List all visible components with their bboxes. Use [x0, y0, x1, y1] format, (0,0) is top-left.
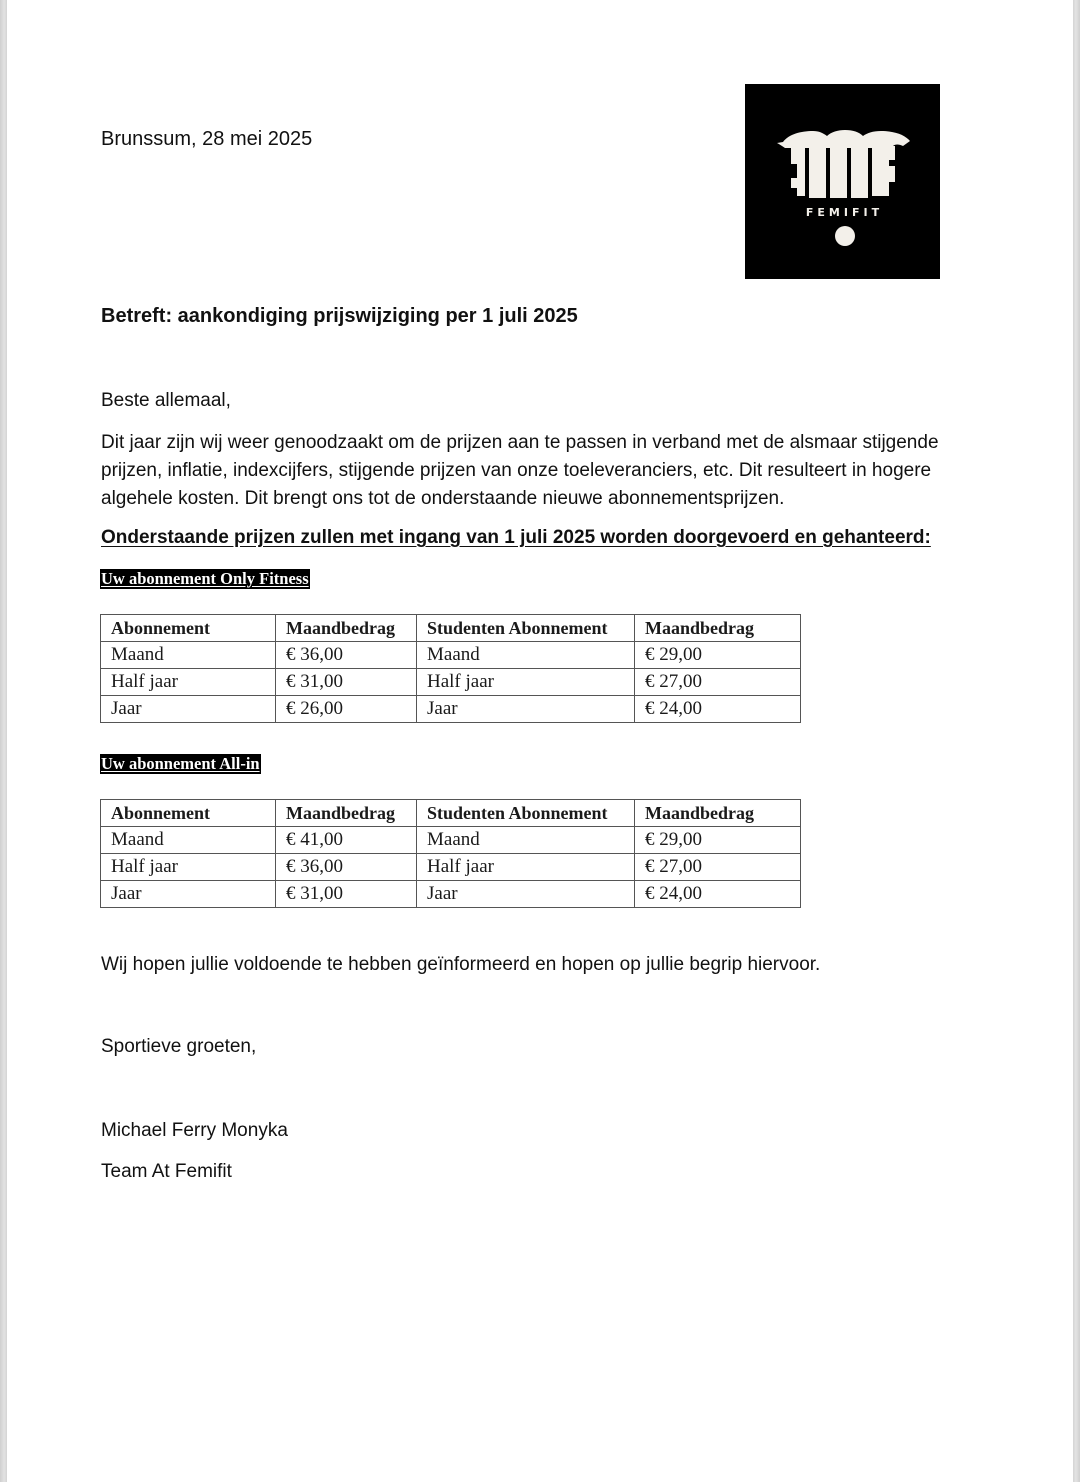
table-cell: € 27,00: [635, 669, 801, 696]
table-cell: € 36,00: [276, 854, 417, 881]
table-cell: Maand: [101, 827, 276, 854]
logo-brand-text: FEMIFIT: [805, 206, 884, 219]
table-cell: Jaar: [101, 881, 276, 908]
table-header-row: [101, 615, 801, 642]
table-cell: Half jaar: [417, 854, 635, 881]
effective-date-notice: Onderstaande prijzen zullen met ingang van 1 juli 2025 worden doorgevoerd en gehanteerd:: [101, 527, 931, 548]
table-cell: € 29,00: [635, 827, 801, 854]
table-header-row: [101, 800, 801, 827]
table-cell: Half jaar: [417, 669, 635, 696]
column-header: Abonnement: [101, 800, 276, 827]
signer-team: Team At Femifit: [101, 1161, 232, 1182]
table-cell: € 29,00: [635, 642, 801, 669]
closing-sentence: Wij hopen jullie voldoende te hebben geïnformeerd en hopen op jullie begrip hiervoor.: [101, 954, 821, 975]
table-row: [101, 696, 801, 723]
table-cell: € 31,00: [276, 881, 417, 908]
table-cell: € 31,00: [276, 669, 417, 696]
table-cell: Maand: [417, 642, 635, 669]
table-cell: Maand: [101, 642, 276, 669]
column-header: Abonnement: [101, 615, 276, 642]
greeting: Beste allemaal,: [101, 390, 231, 411]
table-cell: € 24,00: [635, 696, 801, 723]
place-date: Brunssum, 28 mei 2025: [101, 128, 313, 150]
column-header: Maandbedrag: [276, 800, 417, 827]
femifit-crest-icon: [745, 84, 940, 279]
column-header: Maandbedrag: [635, 615, 801, 642]
table-cell: Maand: [417, 827, 635, 854]
table-row: [101, 642, 801, 669]
price-table-all-in: [100, 799, 801, 908]
femifit-logo: [745, 84, 940, 279]
table-cell: Jaar: [417, 696, 635, 723]
table-cell: Jaar: [417, 881, 635, 908]
regards: Sportieve groeten,: [101, 1036, 257, 1057]
column-header: Studenten Abonnement: [417, 615, 635, 642]
table-cell: Jaar: [101, 696, 276, 723]
table-cell: € 41,00: [276, 827, 417, 854]
signer-name: Michael Ferry Monyka: [101, 1120, 288, 1141]
table-cell: Half jaar: [101, 854, 276, 881]
column-header: Maandbedrag: [635, 800, 801, 827]
table-cell: € 27,00: [635, 854, 801, 881]
intro-paragraph: Dit jaar zijn wij weer genoodzaakt om de prijzen aan te passen in verband met de alsmaar stijgende prijzen, inflatie, indexcijfers, stijgende prijzen van onze toeleveranciers, etc. Dit resulteert in hogere algehele kosten. Dit brengt ons tot de onderstaande nieuwe abonnementsprijzen.: [101, 432, 939, 509]
section-heading-only-fitness: Uw abonnement Only Fitness: [101, 569, 309, 588]
subject-line: Betreft: aankondiging prijswijziging per 1 juli 2025: [101, 305, 578, 327]
column-header: Maandbedrag: [276, 615, 417, 642]
table-row: [101, 669, 801, 696]
price-table-only-fitness: [100, 614, 801, 723]
table-row: [101, 827, 801, 854]
table-cell: Half jaar: [101, 669, 276, 696]
section-heading-all-in: Uw abonnement All-in: [101, 754, 260, 773]
table-row: [101, 854, 801, 881]
table-row: [101, 881, 801, 908]
table-cell: € 36,00: [276, 642, 417, 669]
table-cell: € 24,00: [635, 881, 801, 908]
table-cell: € 26,00: [276, 696, 417, 723]
column-header: Studenten Abonnement: [417, 800, 635, 827]
